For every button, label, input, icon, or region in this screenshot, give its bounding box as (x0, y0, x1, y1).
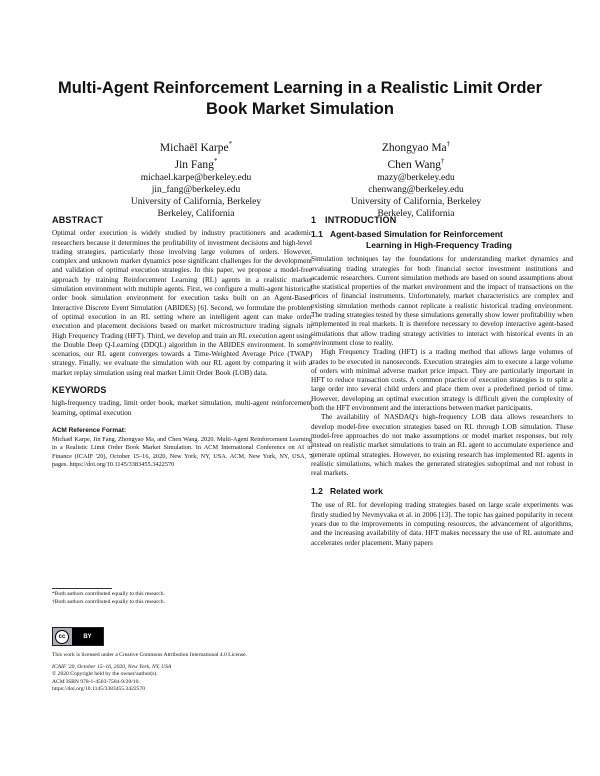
author-affiliation: University of California, Berkeley (350, 196, 482, 207)
footnote: *Both authors contributed equally to this research. (52, 591, 165, 597)
author-email: chenwang@berkeley.edu (368, 184, 464, 195)
abstract-heading: ABSTRACT (52, 215, 104, 225)
cc-icon: cc (55, 630, 69, 644)
license-text: This work is licensed under a Creative Commons Attribution International 4.0 License. (52, 652, 247, 658)
acm-reference-text: Michaël Karpe, Jin Fang, Zhongyao Ma, and Chen Wang. 2020. Multi-Agent Reinforcement Learning in a Realistic Limit Order Book Market Simulation. In ACM International Conference on AI in Finance (ICAIF '20), October 15–16, 2020, New York, NY, USA. ACM, New York, NY, USA, 7 pages. https://doi.org/10.1145/3383455.3422570 (52, 436, 312, 468)
doi: https://doi.org/10.1145/3383455.3422570 (52, 686, 146, 692)
author-email: michael.karpe@berkeley.edu (140, 172, 252, 183)
author-block-left (96, 138, 296, 220)
by-icon: BY (72, 628, 103, 645)
author-name: Michaël Karpe* (159, 140, 233, 154)
author-affiliation: University of California, Berkeley (130, 196, 262, 207)
author-email: jin_fang@berkeley.edu (151, 184, 241, 195)
right-column (311, 216, 573, 548)
abstract-text: Optimal order execution is widely studied by industry practitioners and academic researchers because it determines the profitability of investment decisions and high-level trading strategies, particularly those involving large volumes of orders. However, complex and unknown market dynamics pose significant challenges for the development and validation of optimal execution strategies. In this paper, we propose a model-free approach by training Reinforcement Learning (RL) agents in a realistic market simulation environment with multiple agents. First, we configure a multi-agent historical order book simulation environment for execution tasks built on an Agent-Based Interactive Discrete Event Simulation (ABIDES) [6]. Second, we formulate the problem of optimal execution in an RL setting where an intelligent agent can make order execution and placement decisions based on market microstructure trading signals in High Frequency Trading (HFT). Third, we develop and train an RL execution agent using the Double Deep Q-Learning (DDQL) algorithm in the ABIDES environment. In some scenarios, our RL agent converges towards a Time-Weighted Average Price (TWAP) strategy. Finally, we evaluate the simulation with our RL agent by comparing it with a market replay simulation using real market Limit Order Book (LOB) data. (52, 229, 312, 377)
footnotes (52, 588, 312, 606)
intro-paragraph: High Frequency Trading (HFT) is a trading method that allows large volumes of trades to be executed in nanoseconds. Execution strategies aim to execute a large volume of orders with minimal adverse market price impact. They are particularly important in HFT to reduce transaction costs. A common practice of execution strategies is to split a large order into several child orders and place them over a predefined period of time. However, developing an optimal execution strategy is difficult given the complexity of both the HFT environment and the interactions between market participants. (311, 348, 573, 413)
acm-reference (52, 426, 312, 469)
acm-reference-heading: ACM Reference Format: (52, 426, 127, 434)
author-name: Zhongyao Ma† (381, 140, 451, 154)
conference-info: ICAIF '20, October 15–16, 2020, New York, NY, USA (52, 663, 172, 670)
subsection-heading: 1.1 Agent-based Simulation for Reinforcement Learning in High-Frequency Trading (311, 229, 512, 251)
copyright: © 2020 Copyright held by the owner/author(s). (52, 671, 158, 677)
footnote-rule (52, 588, 112, 589)
author-name: Jin Fang* (174, 156, 218, 171)
license-block (52, 652, 312, 694)
left-column (52, 216, 312, 469)
author-block-right (316, 138, 516, 220)
section-heading: 1 INTRODUCTION (311, 215, 397, 225)
author-location: Berkeley, California (377, 208, 455, 219)
isbn: ACM ISBN 978-1-4503-7584-9/20/10. (52, 678, 140, 685)
author-email: mazy@berkeley.edu (377, 172, 455, 183)
intro-paragraph: Simulation techniques lay the foundations for understanding market dynamics and evaluating trading strategies for both financial sector investment institutions and academic researchers. Current simulation methods are based on sound assumptions about the statistical properties of the market environment and the impact of transactions on the prices of financial instruments. Unfortunately, market characteristics are complex and existing simulation methods cannot replicate a realistic historical trading environment. The trading strategies tested by these simulations generally show lower profitability when implemented in real markets. It is therefore necessary to develop interactive agent-based simulations that allow trading strategy activities to interact with historical events in an environment close to reality. (311, 255, 573, 347)
keywords-text: high-frequency trading, limit order book, market simulation, multi-agent reinforcement learning, optimal execution (52, 399, 312, 417)
footnote: †Both authors contributed equally to this research. (52, 598, 165, 605)
subsection-heading: 1.2 Related work (311, 486, 383, 497)
paper-title (40, 78, 560, 120)
keywords-heading: KEYWORDS (52, 385, 107, 396)
related-work-paragraph: The use of RL for developing trading strategies based on large scale experiments was firstly studied by Nevmyvaka et al. in 2006 [13]. The topic has gained popularity in recent years due to the improvements in computing resources, the advancement of algorithms, and the increasing availability of data. HFT makes necessary the use of RL automate and accelerates order placement. Many papers (311, 501, 573, 547)
intro-paragraph: The availability of NASDAQ's high-frequency LOB data allows researchers to develop model-free execution strategies based on RL through LOB simulation. These model-free approaches do not make assumptions or model market responses, but rely instead on realistic market simulations to train an RL agent to accumulate experience and generate optimal strategies. However, no existing research has implemented RL agents in realistic simulations, which makes the generated strategies suboptimal and not robust in real markets. (311, 413, 573, 478)
creative-commons-badge (52, 627, 104, 646)
author-location: Berkeley, California (157, 208, 235, 219)
paper-title-line2: Book Market Simulation (206, 100, 394, 118)
paper-title-line1: Multi-Agent Reinforcement Learning in a Realistic Limit Order (57, 79, 543, 97)
author-name: Chen Wang† (387, 156, 445, 171)
